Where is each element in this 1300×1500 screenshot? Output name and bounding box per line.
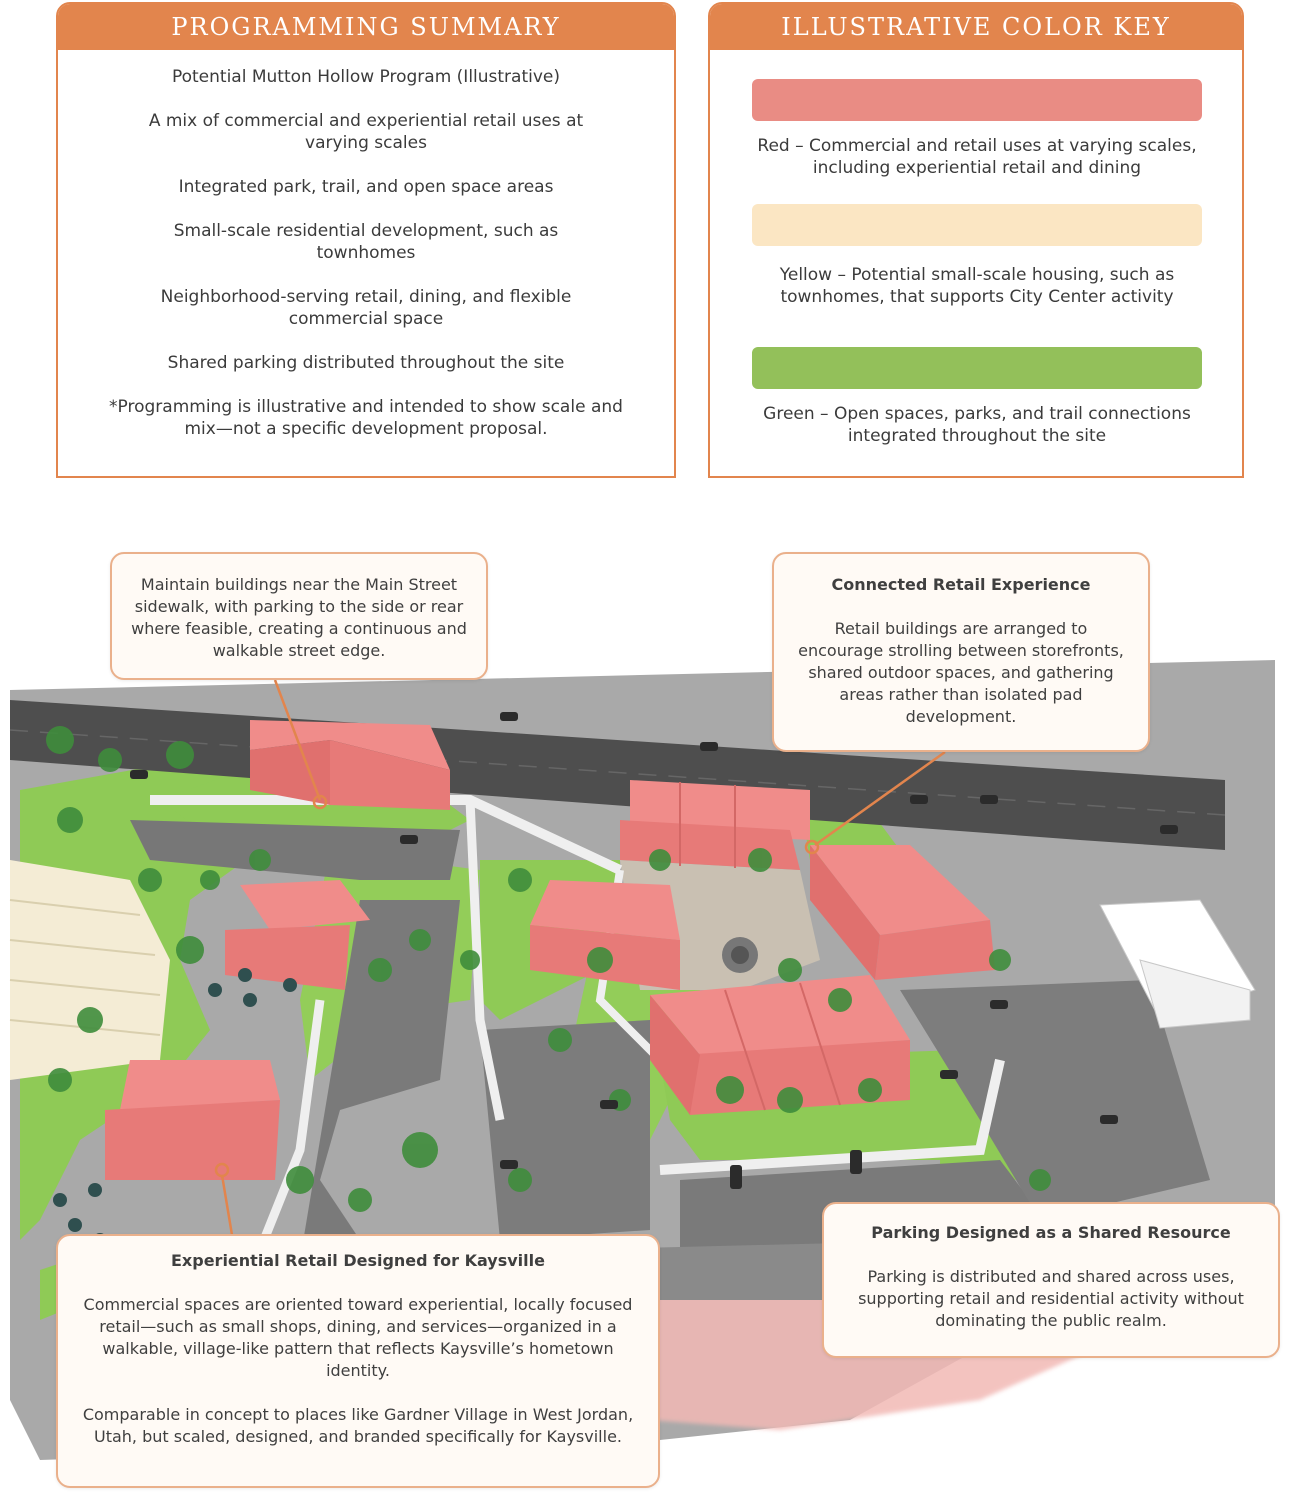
callout-title: Parking Designed as a Shared Resource: [871, 1223, 1231, 1242]
yellow-swatch: [752, 204, 1202, 246]
program-item: Potential Mutton Hollow Program (Illustrative): [171, 67, 561, 87]
program-item: A mix of commercial and experiential retail uses at varying scales: [148, 111, 584, 153]
color-key-text: Red – Commercial and retail uses at varying scales, including experiential retail and dining: [757, 136, 1197, 178]
color-key-entry-green: [752, 347, 1202, 447]
callout-body: Parking is distributed and shared across uses, supporting retail and residential activity without dominating the public realm.: [858, 1267, 1244, 1330]
program-item: Integrated park, trail, and open space areas: [178, 177, 554, 197]
program-item: Shared parking distributed throughout the site: [167, 353, 565, 373]
callout-title: Experiential Retail Designed for Kaysville: [171, 1251, 545, 1270]
callout-body: Commercial spaces are oriented toward experiential, locally focused retail—such as small shops, dining, and services—organized in a walkable, village-like pattern that reflects Kaysville’s hometown identity.: [83, 1295, 633, 1380]
programming-note: *Programming is illustrative and intended to show scale and mix—not a specific development proposal.: [109, 397, 623, 439]
color-key-header: ILLUSTRATIVE COLOR KEY: [710, 4, 1242, 50]
color-key-entry-red: [752, 79, 1202, 179]
program-item: Neighborhood-serving retail, dining, and flexible commercial space: [160, 287, 572, 329]
color-key-text: Green – Open spaces, parks, and trail connections integrated throughout the site: [763, 404, 1191, 446]
callout-experiential-retail: [56, 1234, 660, 1488]
parking-lot: [480, 1020, 650, 1240]
programming-summary-header: PROGRAMMING SUMMARY: [58, 4, 674, 50]
green-swatch: [752, 347, 1202, 389]
color-key-text: Yellow – Potential small-scale housing, such as townhomes, that supports City Center activity: [779, 265, 1175, 307]
retail-building: [105, 1060, 280, 1180]
color-key-entry-yellow: [752, 204, 1202, 308]
callout-body-secondary: Comparable in concept to places like Gardner Village in West Jordan, Utah, but scaled, designed, and branded specifically for Kaysville.: [82, 1405, 634, 1446]
callout-shared-parking: [822, 1202, 1280, 1358]
red-swatch: [752, 79, 1202, 121]
retail-building: [620, 780, 810, 870]
callout-title: Connected Retail Experience: [831, 575, 1091, 594]
programming-list: [58, 50, 674, 440]
programming-summary-panel: [56, 2, 676, 478]
color-key-panel: [708, 2, 1244, 478]
callout-connected-retail: [772, 552, 1150, 752]
program-item: Small-scale residential development, such as townhomes: [173, 221, 559, 263]
callout-body: Retail buildings are arranged to encourage strolling between storefronts, shared outdoor spaces, and gathering areas rather than isolated pad development.: [798, 619, 1124, 726]
callout-body: Maintain buildings near the Main Street sidewalk, with parking to the side or rear where feasible, creating a continuous and walkable street edge.: [131, 575, 467, 660]
callout-main-street: [110, 552, 488, 680]
